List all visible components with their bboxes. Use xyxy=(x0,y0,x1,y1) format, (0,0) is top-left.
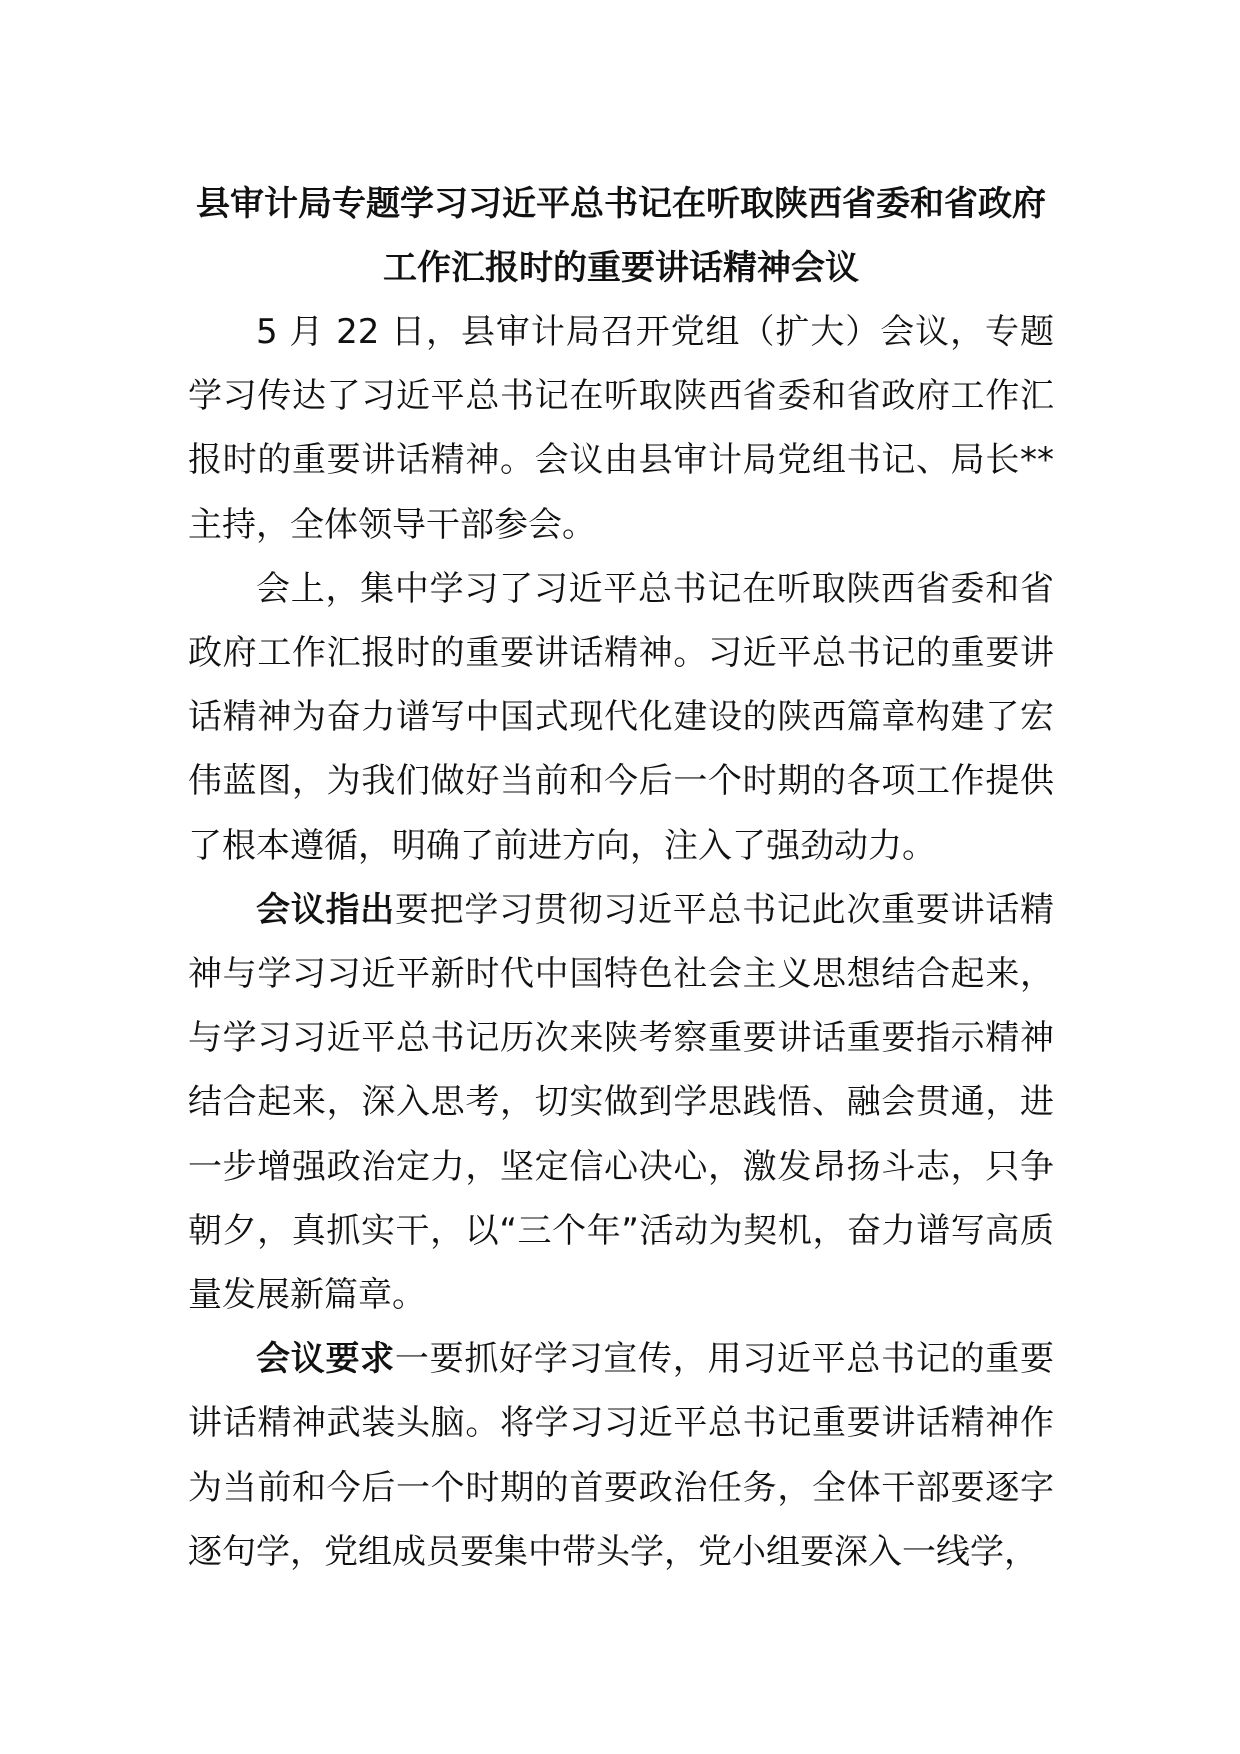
paragraph-4-lead: 会议要求 xyxy=(256,1339,395,1380)
paragraph-3-lead: 会议指出 xyxy=(256,889,395,930)
paragraph-1 xyxy=(188,300,1054,557)
title-line-2: 工作汇报时的重要讲话精神会议 xyxy=(383,248,859,288)
document-title xyxy=(188,172,1054,300)
paragraph-1-text: 5 月 22 日，县审计局召开党组（扩大）会议，专题学习传达了习近平总书记在听取陕西省委和省政府工作汇报时的重要讲话精神。会议由县审计局党组书记、局长**主持，全体领导干部参会。 xyxy=(188,312,1054,545)
paragraph-2-text: 会上，集中学习了习近平总书记在听取陕西省委和省政府工作汇报时的重要讲话精神。习近平总书记的重要讲话精神为奋力谱写中国式现代化建设的陕西篇章构建了宏伟蓝图，为我们做好当前和今后一个时期的各项工作提供了根本遵循，明确了前进方向，注入了强劲动力。 xyxy=(188,568,1054,866)
paragraph-4-text: 一要抓好学习宣传，用习近平总书记的重要讲话精神武装头脑。将学习习近平总书记重要讲话精神作为当前和今后一个时期的首要政治任务，全体干部要逐字逐句学，党组成员要集中带头学，党小组要深入一线学， xyxy=(188,1339,1055,1572)
paragraph-3-text: 要把学习贯彻习近平总书记此次重要讲话精神与学习习近平新时代中国特色社会主义思想结合起来，与学习习近平总书记历次来陕考察重要讲话重要指示精神结合起来，深入思考，切实做到学思践悟、融会贯通，进一步增强政治定力，坚定信心决心，激发昂扬斗志，只争朝夕，真抓实干，以“三个年”活动为契机，奋力谱写高质量发展新篇章。 xyxy=(188,889,1055,1316)
document-page xyxy=(188,172,1054,1584)
paragraph-3 xyxy=(188,878,1054,1327)
paragraph-2 xyxy=(188,557,1054,878)
title-line-1: 县审计局专题学习习近平总书记在听取陕西省委和省政府 xyxy=(196,184,1046,224)
document-body xyxy=(188,300,1054,1584)
paragraph-4 xyxy=(188,1327,1054,1584)
